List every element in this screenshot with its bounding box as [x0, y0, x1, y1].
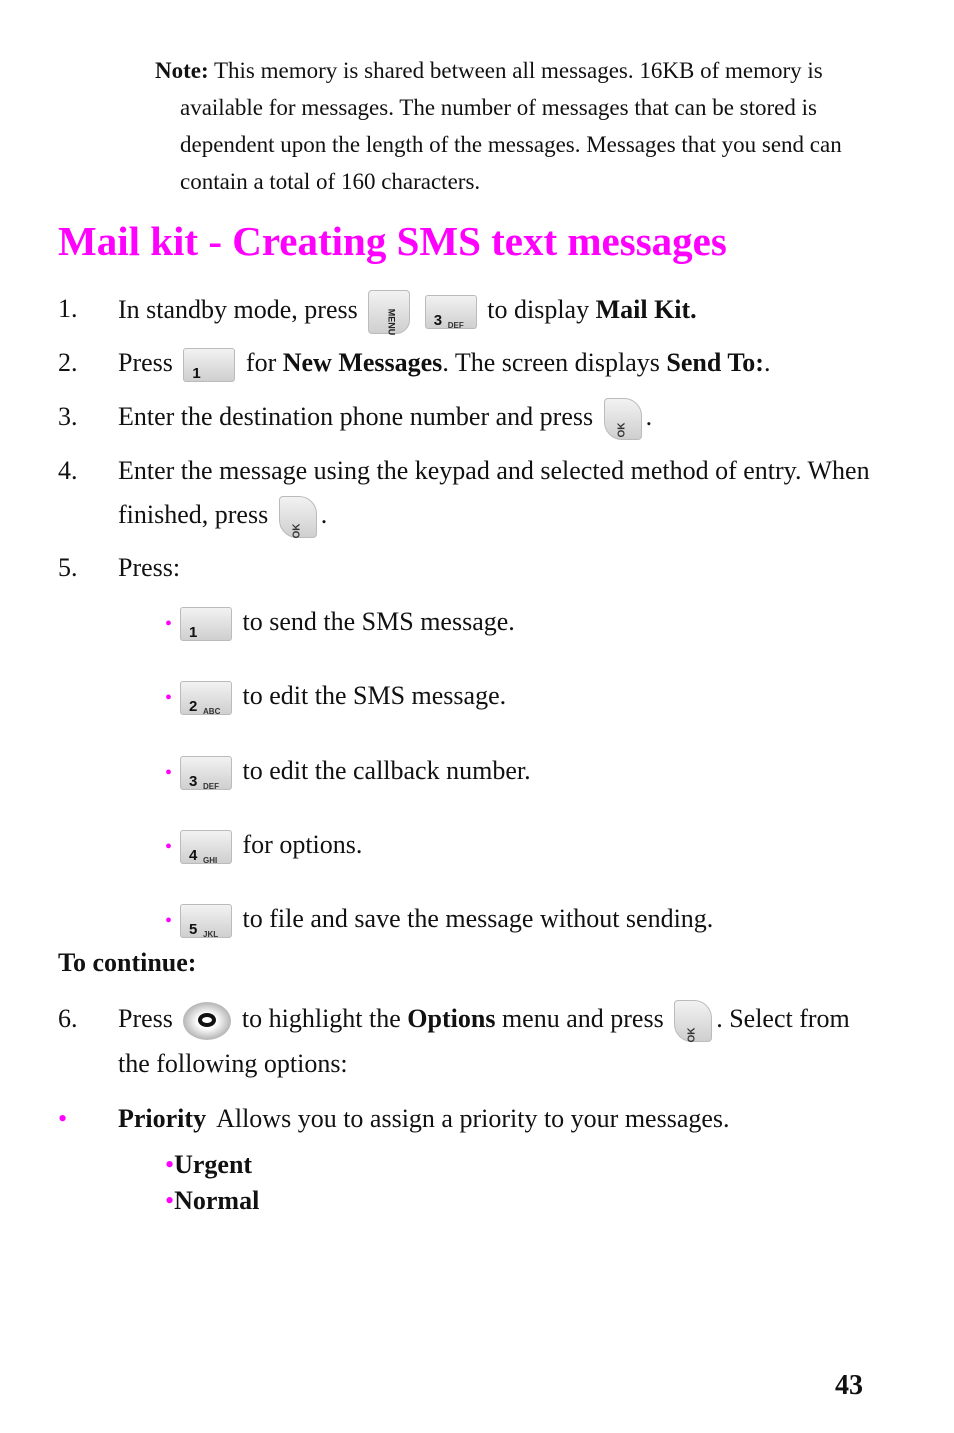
priority-level: Urgent	[174, 1150, 253, 1179]
key-1-icon	[183, 348, 235, 382]
bullet: •	[165, 1186, 175, 1215]
key-1-icon	[180, 607, 232, 641]
bullet: •	[165, 910, 173, 932]
key-sublabel: GHI	[203, 856, 218, 866]
option-text	[118, 1100, 730, 1138]
note-label: Note:	[155, 58, 209, 83]
step-text: Press	[118, 1004, 173, 1033]
step-text: menu and press	[501, 1004, 664, 1033]
press-item-text: to file and save the message without sending.	[242, 904, 714, 933]
step-body	[118, 344, 888, 382]
ok-key-icon	[279, 496, 317, 538]
mail-kit-label: Mail Kit.	[595, 294, 697, 324]
key-label: 3	[189, 773, 198, 791]
page-number: 43	[835, 1370, 863, 1401]
key-sublabel: DEF	[203, 782, 220, 792]
step-text: .	[320, 500, 328, 529]
section-heading: Mail kit - Creating SMS text messages	[58, 218, 727, 264]
key-5-icon	[180, 904, 232, 938]
key-2-icon	[180, 681, 232, 715]
ok-key-label: OK	[291, 523, 303, 539]
press-item-2	[165, 677, 506, 717]
note-text: This memory is shared between all messages. 16KB of memory is available for messages. The number of messages that can be stored is dependent upon the length of the messages. Messages that you send can contain a total of 160 characters.	[180, 58, 842, 194]
key-sublabel: DEF	[447, 321, 464, 330]
step-text: to display	[487, 294, 590, 324]
option-name: Priority	[118, 1104, 207, 1133]
bullet: •	[165, 687, 173, 709]
step-number: 6.	[58, 1004, 78, 1033]
key-label: 5	[189, 921, 198, 939]
bullet: •	[165, 762, 173, 784]
step-body	[118, 398, 888, 440]
key-sublabel: ABC	[203, 707, 221, 717]
bullet: •	[165, 613, 173, 635]
key-sublabel: JKL	[203, 930, 219, 940]
step-number: 1.	[58, 294, 78, 323]
press-item-text: for options.	[242, 830, 363, 859]
press-item-3	[165, 752, 531, 792]
to-continue-heading: To continue:	[58, 948, 197, 977]
step-body	[118, 997, 888, 1086]
step-number: 5.	[58, 553, 78, 582]
step-text: Enter the destination phone number and press	[118, 402, 594, 431]
ok-key-icon	[674, 1000, 712, 1042]
step-number: 3.	[58, 402, 78, 431]
step-text: to highlight the	[241, 1004, 401, 1033]
nav-center-icon	[198, 1013, 216, 1027]
ok-key-label: OK	[686, 1027, 698, 1043]
new-messages-label: New Messages	[282, 348, 443, 377]
key-3-icon	[180, 756, 232, 790]
ok-key-label: OK	[616, 422, 628, 438]
menu-key-icon	[368, 290, 410, 334]
step-body	[118, 290, 888, 334]
key-4-icon	[180, 830, 232, 864]
step-text: .	[645, 402, 653, 431]
step-body	[118, 449, 888, 538]
bullet: •	[165, 1150, 175, 1179]
key-label: 3	[433, 312, 443, 329]
press-item-1	[165, 603, 515, 643]
key-label: 4	[189, 847, 198, 865]
menu-key-label: MENU	[386, 308, 397, 336]
step-number: 4.	[58, 456, 78, 485]
navigation-key-icon	[183, 1002, 231, 1040]
step-text: Press	[118, 348, 173, 377]
step-text: In standby mode, press	[118, 294, 358, 324]
priority-urgent	[165, 1150, 252, 1180]
step-text: .	[763, 348, 771, 377]
priority-level: Normal	[174, 1186, 260, 1215]
send-to-label: Send To:	[666, 348, 764, 377]
key-label: 1	[192, 365, 201, 383]
step-text: Enter the message using the keypad and selected method of entry. When finished, press	[118, 456, 870, 529]
press-item-text: to edit the SMS message.	[242, 681, 507, 710]
step-text: . The screen displays	[442, 348, 660, 377]
bullet: •	[58, 1104, 68, 1133]
press-item-5	[165, 900, 713, 940]
step-text: for	[245, 348, 277, 377]
ok-key-icon	[604, 398, 642, 440]
key-label: 2	[189, 698, 198, 716]
step-number: 2.	[58, 348, 78, 377]
press-item-text: to send the SMS message.	[242, 607, 515, 636]
press-item-text: to edit the callback number.	[242, 756, 531, 785]
priority-normal	[165, 1186, 259, 1216]
key-3-icon	[425, 295, 477, 329]
option-description: Allows you to assign a priority to your messages.	[216, 1104, 730, 1133]
bullet: •	[165, 836, 173, 858]
key-label: 1	[189, 624, 198, 642]
press-item-4	[165, 826, 362, 866]
memory-note	[155, 52, 880, 200]
step-body: Press:	[118, 553, 181, 582]
step-text: . Select from the following options:	[118, 1004, 850, 1079]
options-label: Options	[407, 1004, 496, 1033]
